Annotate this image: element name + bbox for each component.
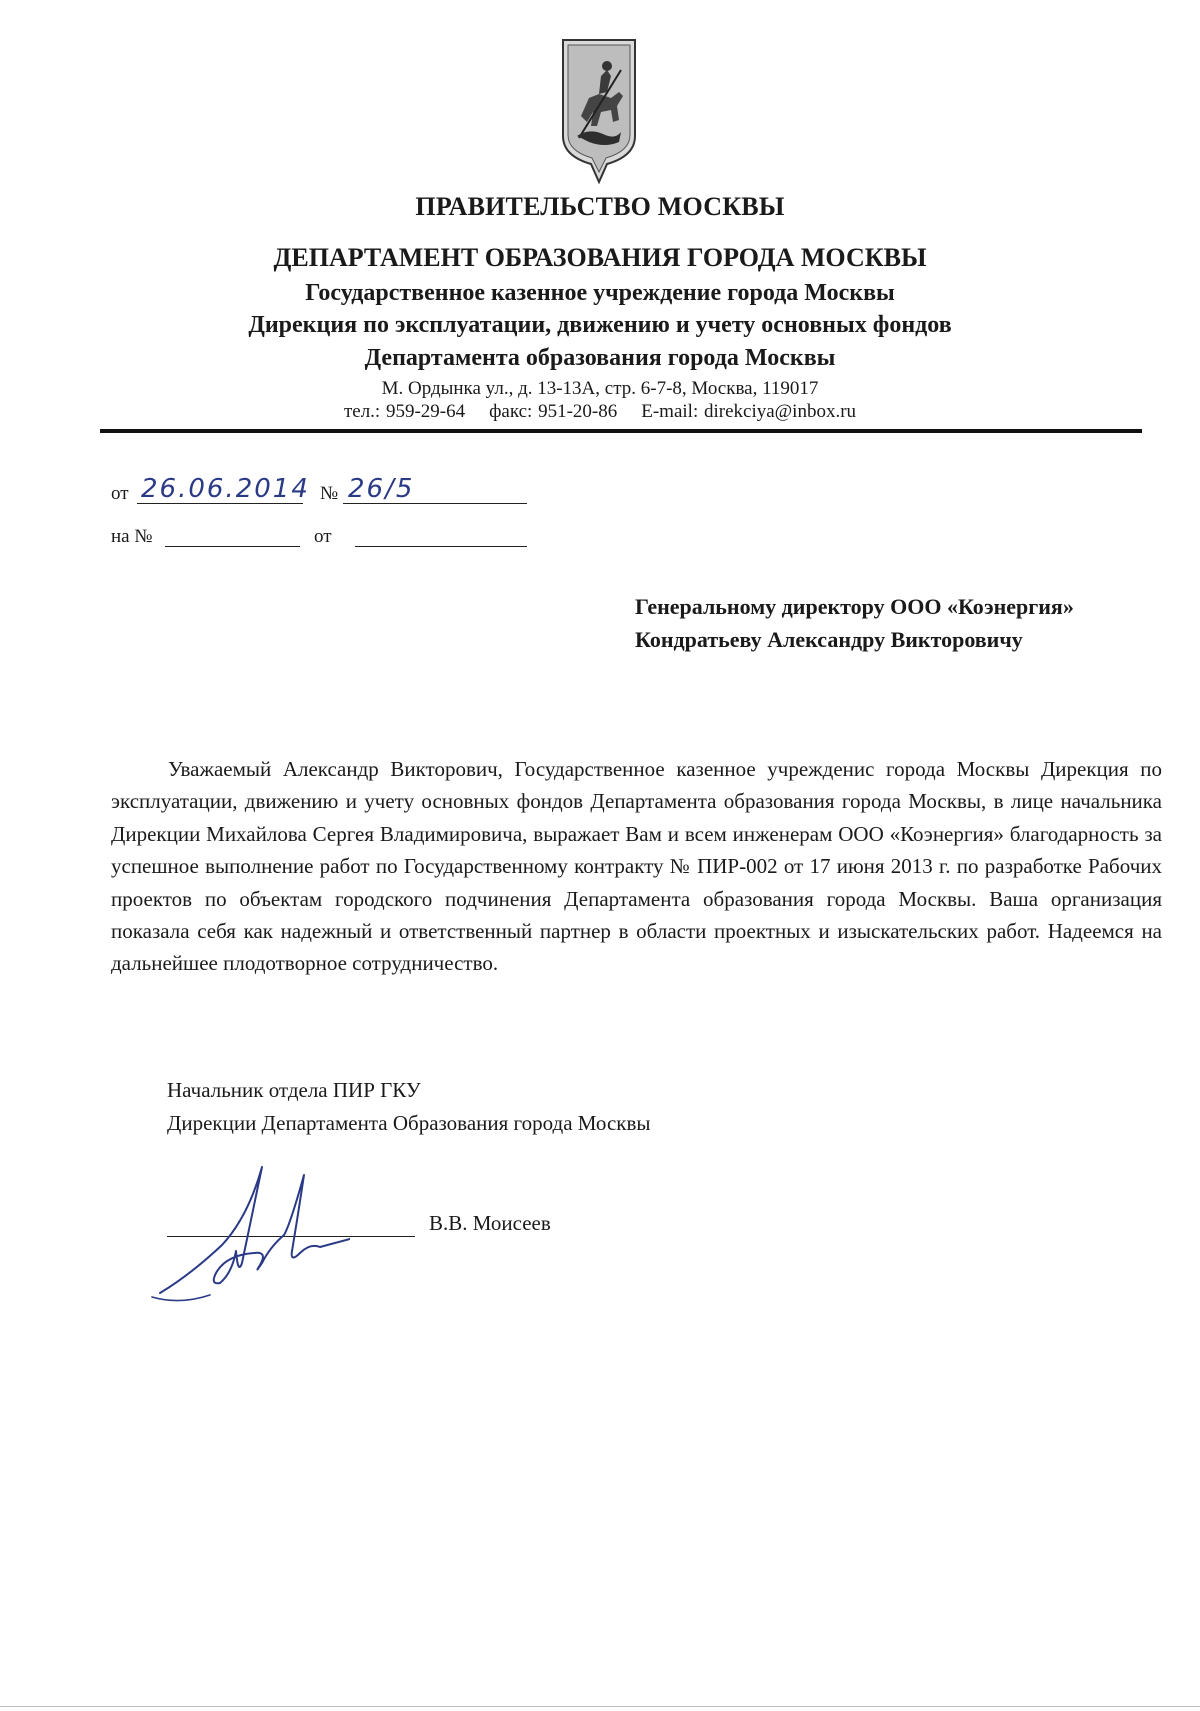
handwritten-number: 26/5 <box>348 474 415 504</box>
organization-contacts <box>0 401 1200 423</box>
number-label: № <box>320 483 339 504</box>
signer-name: В.В. Моисеев <box>429 1211 551 1235</box>
addressee <box>635 590 1074 656</box>
letterhead-divider <box>100 429 1142 433</box>
email-address: E-mail: direkciya@inbox.ru <box>641 401 857 422</box>
organization-line-1: Государственное казенное учреждение города Москвы <box>305 280 895 306</box>
moscow-coat-of-arms-emblem <box>559 36 639 184</box>
date-label: от <box>111 483 129 504</box>
addressee-line-1: Генеральному директору ООО «Коэнергия» <box>635 594 1074 619</box>
handwritten-date: 26.06.2014 <box>141 474 310 504</box>
page-bottom-edge <box>0 1706 1200 1707</box>
reply-number-label: на № <box>111 526 153 547</box>
organization-address: М. Ордынка ул., д. 13-13А, стр. 6-7-8, Москва, 119017 <box>381 378 819 399</box>
signer-position-line-2: Дирекции Департамента Образования города Москвы <box>167 1111 651 1135</box>
organization-line-3: Департамента образования города Москвы <box>364 345 836 371</box>
department-title: ДЕПАРТАМЕНТ ОБРАЗОВАНИЯ ГОРОДА МОСКВЫ <box>273 243 927 272</box>
letter-body: Уважаемый Александр Викторович, Государственное казенное учрежденис города Москвы Дирекция по эксплуатации, движению и учету основных фондов Департамента образования города Москвы, в лице начальника Дирекции Михайлова Сергея Владимировича, выражает Вам и всем инженерам ООО «Коэнергия» благодарность за успешное выполнение работ по Государственному контракту № ПИР-002 от 17 июня 2013 г. по разработке Рабочих проектов по объектам городского подчинения Департамента образования города Москвы. Ваша организация показала себя как надежный и ответственный партнер в области проектных и изыскательских работ. Надеемся на дальнейшее плодотворное сотрудничество. <box>111 757 1162 976</box>
government-title: ПРАВИТЕЛЬСТВО МОСКВЫ <box>415 192 785 221</box>
handwritten-signature <box>150 1155 350 1305</box>
addressee-line-2: Кондратьеву Александру Викторовичу <box>635 627 1023 652</box>
fax-number: факс: 951-20-86 <box>489 401 618 422</box>
reply-date-label: от <box>314 526 332 547</box>
phone-number: тел.: 959-29-64 <box>343 401 466 422</box>
signer-position-line-1: Начальник отдела ПИР ГКУ <box>167 1078 421 1102</box>
reply-number-line <box>165 546 300 547</box>
organization-line-2: Дирекция по эксплуатации, движению и учету основных фондов <box>248 312 952 338</box>
reply-date-line <box>355 546 527 547</box>
